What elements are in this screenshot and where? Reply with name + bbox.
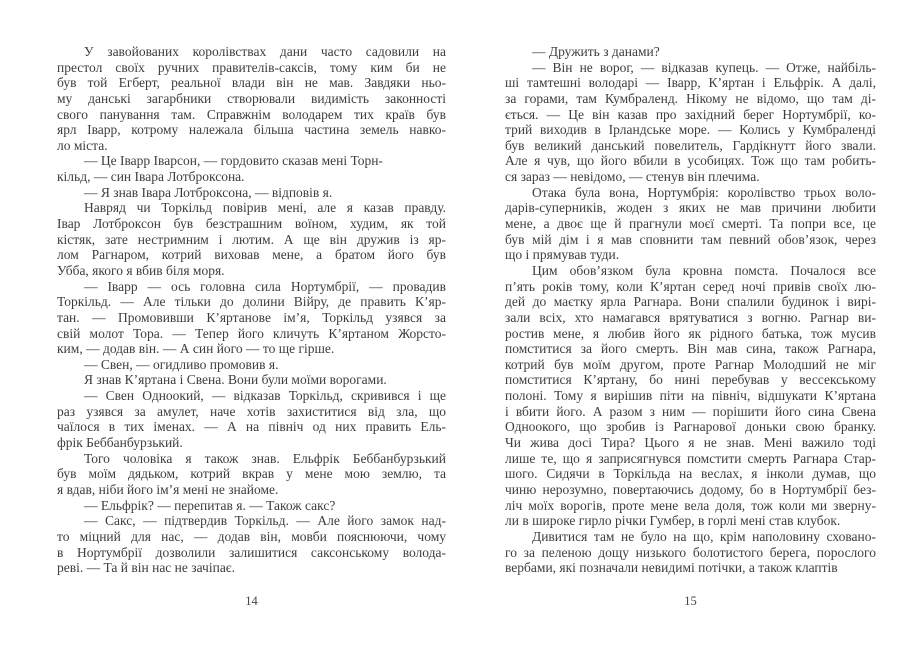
text-line: був великий данський повелитель, Гардікнутт його звали. [505, 137, 876, 153]
text-line: в Нортумбрії дозволили залишитися саксонському волода- [57, 544, 446, 560]
text-line: ється. — Це він казав про західний берег Нортумбрії, ко- [505, 106, 876, 122]
text-line: тан. — Промовивши К’яртанове ім’я, Торкільд узявся за [57, 309, 446, 325]
text-line: то міцний для нас, — додав він, мовби пояснюючи, чому [57, 528, 446, 544]
text-line: полоні. Тому я вирішив піти на північ, відшукати К’яртана [505, 388, 876, 404]
text-line: дей до маєтку ярла Рагнара. Вони спалили будинок і вирі- [505, 294, 876, 310]
text-line: ким, — додав він. — А син його — то ще гірше. [57, 341, 335, 357]
text-line: Але я чув, що його вбили в усобицях. Тож що там робить- [505, 153, 876, 169]
text-line: Чи жива досі Тира? Цього я не знав. Мені важило тоді [505, 435, 876, 451]
text-line: ли в широке гирло річки Гумбер, в горлі мені став клубок. [505, 513, 841, 529]
text-line: Цим обов’язком була кровна помста. Почалося все [532, 262, 876, 278]
page-left-text [57, 44, 446, 576]
text-line: фрік Беббанбурзький. [57, 435, 183, 451]
text-line: був той Егберт, реальної влади він не мав. Завдяки ньо- [57, 75, 446, 91]
text-line: Я знав К’яртана і Свена. Вони були моїми ворогами. [84, 372, 387, 388]
text-line: престол своїх ручних правителів-саксів, тому ким би не [57, 59, 446, 75]
text-line: У завойованих королівствах дани часто садовили на [84, 44, 446, 59]
text-line: зали всіх, хто намагався врятуватися з вогню. Рагнар ви- [505, 309, 876, 325]
text-line: був мій дім і я мав сповнити там певний обов’язок, через [505, 231, 876, 247]
text-line: го за пеленою дощу низького болотистого берега, порослого [505, 544, 876, 560]
text-line: вербами, які позначали невидимі потічки, а також клаптів [505, 560, 838, 576]
text-line: ло міста. [57, 137, 108, 153]
text-line: ярл Іварр, котрому належала більша частина земель навко- [57, 122, 446, 138]
text-line: Торкільд. — Але тільки до долини Війру, де править К’яр- [57, 294, 446, 310]
text-line: — Дружить з данами? [532, 44, 660, 59]
text-line: помститися К’яртану, бо нині перебував у вессекському [505, 372, 876, 388]
text-line: Того чоловіка я також знав. Ельфрік Беббанбурзький [84, 450, 446, 466]
text-line: і вбити його. А разом з ним — порішити його сина Свена [505, 403, 876, 419]
text-line: — Він не ворог, — відказав купець. — Отже, найбіль- [532, 59, 876, 75]
text-line: Навряд чи Торкільд повірив мені, але я казав правду. [84, 200, 446, 216]
text-line: — Це Іварр Іварсон, — гордовито сказав мені Торн- [84, 153, 383, 169]
text-line: за горами, там Кумбраленд. Нікому не відомо, що там ді- [505, 90, 876, 106]
text-line: раз узявся за амулет, наче хотів захиститися від зла, що [57, 403, 446, 419]
text-line: — Ельфрік? — перепитав я. — Також сакс? [84, 497, 336, 513]
text-line: ліч моїх ворогів, проте мене вела доля, тож коли ми зверну- [505, 497, 876, 513]
text-line: шого. Сидячи в Торкільда на веслах, я інколи думав, що [505, 466, 876, 482]
text-line: кістяк, зате нестримним і лютим. А ще він дружив із яр- [57, 231, 446, 247]
text-line: котрий був моїм другом, проте Рагнар Молодший не міг [505, 356, 876, 372]
text-line: трий виходив в Ірландське море. — Колись у Кумбраленді [505, 122, 876, 138]
text-line: Дивитися там не було на що, крім наполовину сховано- [532, 528, 876, 544]
text-line: помститися за його смерть. Він мав сина, також Рагнара, [505, 341, 876, 357]
text-line: Одноокого, що зробив із Рагнарової доньки свою бранку. [505, 419, 876, 435]
text-line: Отака була вона, Нортумбрія: королівство трьох воло- [532, 184, 876, 200]
text-line: п’ять років тому, коли К’яртан серед ночі привів своїх лю- [505, 278, 876, 294]
text-line: мене, а двоє ще й прагнули моєї смерті. Та попри все, це [505, 216, 876, 232]
text-line: — Свен Одноокий, — відказав Торкільд, скривився і ще [84, 388, 446, 404]
text-line: ся зараз — невідомо, — стенув він плечима. [505, 169, 760, 185]
page-right-text [505, 44, 876, 576]
text-line: свого панування там. Справжнім володарем тих країв був [57, 106, 446, 122]
page-left-number: 14 [245, 594, 258, 608]
text-line: Івар Лотброксон був безстрашним воїном, худим, як той [57, 216, 446, 232]
text-line: чиню нерозумно, повертаючись додому, бо в Нортумбрії без- [505, 481, 876, 497]
text-line: дарів-суперників, жоден з яких не мав причини любити [505, 200, 876, 216]
text-line: — Я знав Івара Лотброксона, — відповів я. [84, 184, 333, 200]
text-line: реві. — Та й він нас не зачіпає. [57, 560, 235, 576]
text-line: кільд, — син Івара Лотброксона. [57, 169, 245, 185]
text-line: му данські загарбники створювали видимість законності [57, 90, 446, 106]
text-line: свій молот Тора. — Тепер його кличуть К’яртаном Жорсто- [57, 325, 446, 341]
text-line: ші тамтешні володарі — Іварр, К’яртан і Ельфрік. А далі, [505, 75, 876, 91]
text-line: — Свен, — огидливо промовив я. [84, 356, 279, 372]
page-right-number: 15 [684, 594, 697, 608]
text-line: Убба, якого я вбив біля моря. [57, 262, 225, 278]
text-line: — Іварр — ось головна сила Нортумбрії, — провадив [84, 278, 446, 294]
text-line: що і прямував туди. [505, 247, 620, 263]
text-line: чаїлося в тих іменах. — А на північ од них править Ель- [57, 419, 446, 435]
text-line: ростив мене, я любив його як рідного батька, тож мусив [505, 325, 876, 341]
text-line: — Сакс, — підтвердив Торкільд. — Але його замок над- [84, 513, 446, 529]
text-line: лом Рагнаром, котрий виховав мене, а братом його був [57, 247, 446, 263]
text-line: лише те, що я заприсягнувся помстити смерть Рагнара Стар- [505, 450, 876, 466]
text-line: був моїм дядьком, котрий вкрав у мене мою землю, та [57, 466, 446, 482]
text-line: я вдав, ніби його ім’я мені не знайоме. [57, 481, 279, 497]
